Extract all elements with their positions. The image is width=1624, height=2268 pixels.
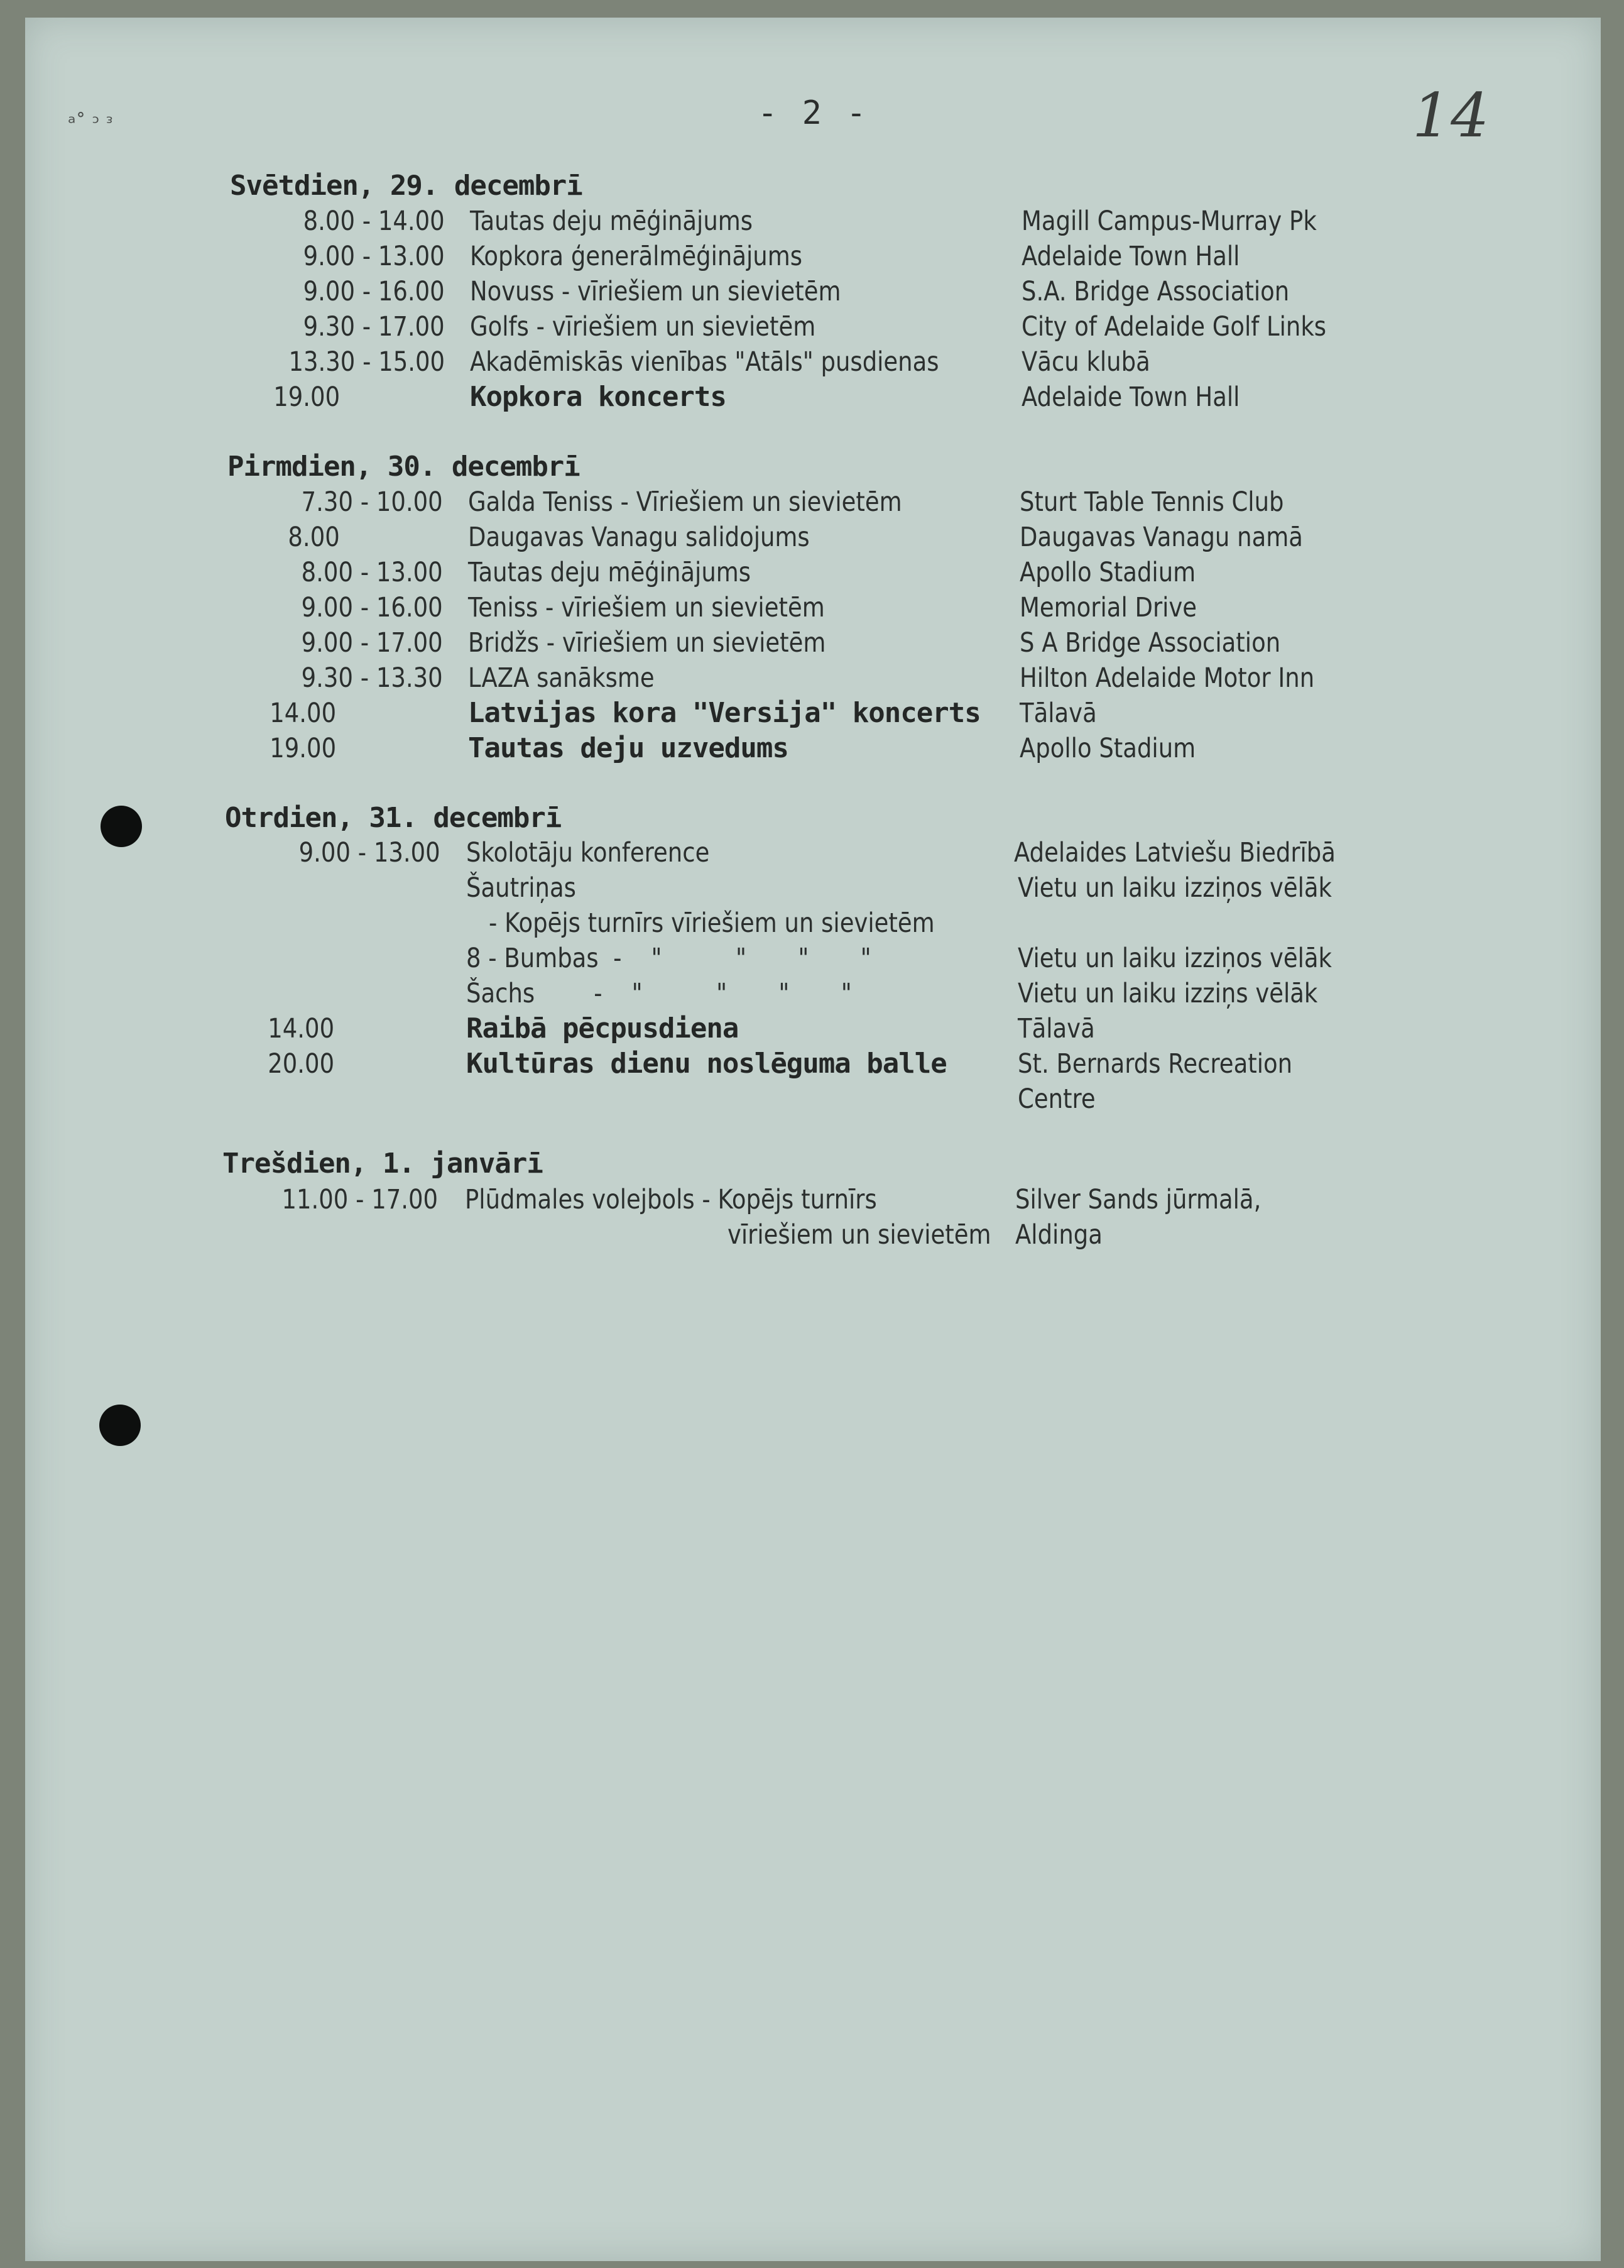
time-cell: 9.00 - 16.00 [303,276,445,307]
place-cell: Adelaide Town Hall [1022,381,1240,413]
place-cell: Silver Sands jūrmalā, [1015,1184,1262,1215]
time-cell: 9.00 - 13.00 [298,837,440,868]
place-cell: Apollo Stadium [1020,733,1196,764]
event-cell: Galda Teniss - Vīriešiem un sievietēm [468,486,902,518]
place-cell: Tālavā [1020,698,1097,729]
time-cell: 14.00 [268,1013,334,1044]
section-heading-tuesday: Otrdien, 31. decembrī [225,802,562,834]
event-cell: Novuss - vīriešiem un sievietēm [470,276,841,307]
place-cell: Apollo Stadium [1020,557,1196,588]
time-cell: 9.00 - 17.00 [301,627,443,659]
punch-hole-bottom [99,1405,141,1446]
place-cell: Vietu un laiku izziņs vēlāk [1018,978,1318,1009]
place-cell: Vietu un laiku izziņos vēlāk [1018,943,1332,974]
time-cell: 8.00 - 14.00 [303,205,445,237]
place-cell: Memorial Drive [1020,592,1197,623]
time-cell: 8.00 - 13.00 [301,557,443,588]
handwritten-page-number: 14 [1412,80,1490,151]
event-cell: Plūdmales volejbols - Kopējs turnīrs [465,1184,877,1215]
place-cell: Vietu un laiku izziņos vēlāk [1018,872,1332,904]
event-cell: Golfs - vīriešiem un sievietēm [470,311,816,342]
section-heading-sunday: Svētdien, 29. decembrī [230,170,582,202]
time-cell: 19.00 [270,733,336,764]
place-cell: Vācu klubā [1022,346,1150,378]
place-cell: Aldinga [1015,1219,1103,1251]
time-cell: 8.00 [288,522,340,553]
time-cell: 13.30 - 15.00 [288,346,445,378]
event-cell-bold: Kopkora koncerts [470,381,726,413]
time-cell: 14.00 [270,698,336,729]
event-cell: Daugavas Vanagu salidojums [468,522,810,553]
place-cell: Daugavas Vanagu namā [1020,522,1303,553]
time-cell: 9.00 - 13.00 [303,241,445,272]
event-cell: Teniss - vīriešiem un sievietēm [468,592,825,623]
time-cell: 9.00 - 16.00 [301,592,443,623]
place-cell: Tālavā [1018,1013,1095,1044]
event-cell-bold: Raibā pēcpusdiena [466,1012,739,1044]
event-cell-bold: Kultūras dienu noslēguma balle [466,1048,947,1080]
event-cell: - Kopējs turnīrs vīriešiem un sievietēm [489,907,935,939]
event-cell: Tautas deju mēģinājums [470,205,753,237]
section-heading-monday: Pirmdien, 30. decembrī [227,451,580,483]
event-cell-bold: Latvijas kora "Versija" koncerts [468,697,981,729]
time-cell: 9.30 - 13.30 [301,662,443,694]
event-cell: Tautas deju mēģinājums [468,557,751,588]
event-cell-bold: Tautas deju uzvedums [468,732,788,764]
time-cell: 19.00 [273,381,340,413]
section-heading-wednesday: Trešdien, 1. janvārī [222,1148,543,1180]
place-cell: Hilton Adelaide Motor Inn [1020,662,1315,694]
event-cell: Šautriņas [466,872,576,904]
place-cell: Sturt Table Tennis Club [1020,486,1284,518]
place-cell: Adelaide Town Hall [1022,241,1240,272]
place-cell: City of Adelaide Golf Links [1022,311,1327,342]
event-cell: 8 - Bumbas - " " " " [466,943,871,974]
time-cell: 9.30 - 17.00 [303,311,445,342]
place-cell: S A Bridge Association [1020,627,1281,659]
time-cell: 11.00 - 17.00 [281,1184,438,1215]
place-cell: Centre [1018,1083,1096,1115]
page-number: - 2 - [758,94,869,132]
punch-hole-top [101,806,142,847]
event-cell: Skolotāju konference [466,837,710,868]
event-cell: Šachs - " " " " [466,978,852,1009]
time-cell: 20.00 [268,1048,334,1080]
event-cell: vīriešiem un sievietēm [728,1219,991,1251]
place-cell: Adelaides Latviešu Biedrībā [1014,837,1336,868]
place-cell: St. Bernards Recreation [1018,1048,1293,1080]
time-cell: 7.30 - 10.00 [301,486,443,518]
event-cell: LAZA sanāksme [468,662,655,694]
place-cell: Magill Campus-Murray Pk [1022,205,1317,237]
event-cell: Akadēmiskās vienības "Atāls" pusdienas [470,346,939,378]
place-cell: S.A. Bridge Association [1022,276,1290,307]
margin-scribble: ᵃ˚ ᵓ ᵌ [68,111,114,134]
event-cell: Bridžs - vīriešiem un sievietēm [468,627,826,659]
event-cell: Kopkora ģenerālmēģinājums [470,241,803,272]
